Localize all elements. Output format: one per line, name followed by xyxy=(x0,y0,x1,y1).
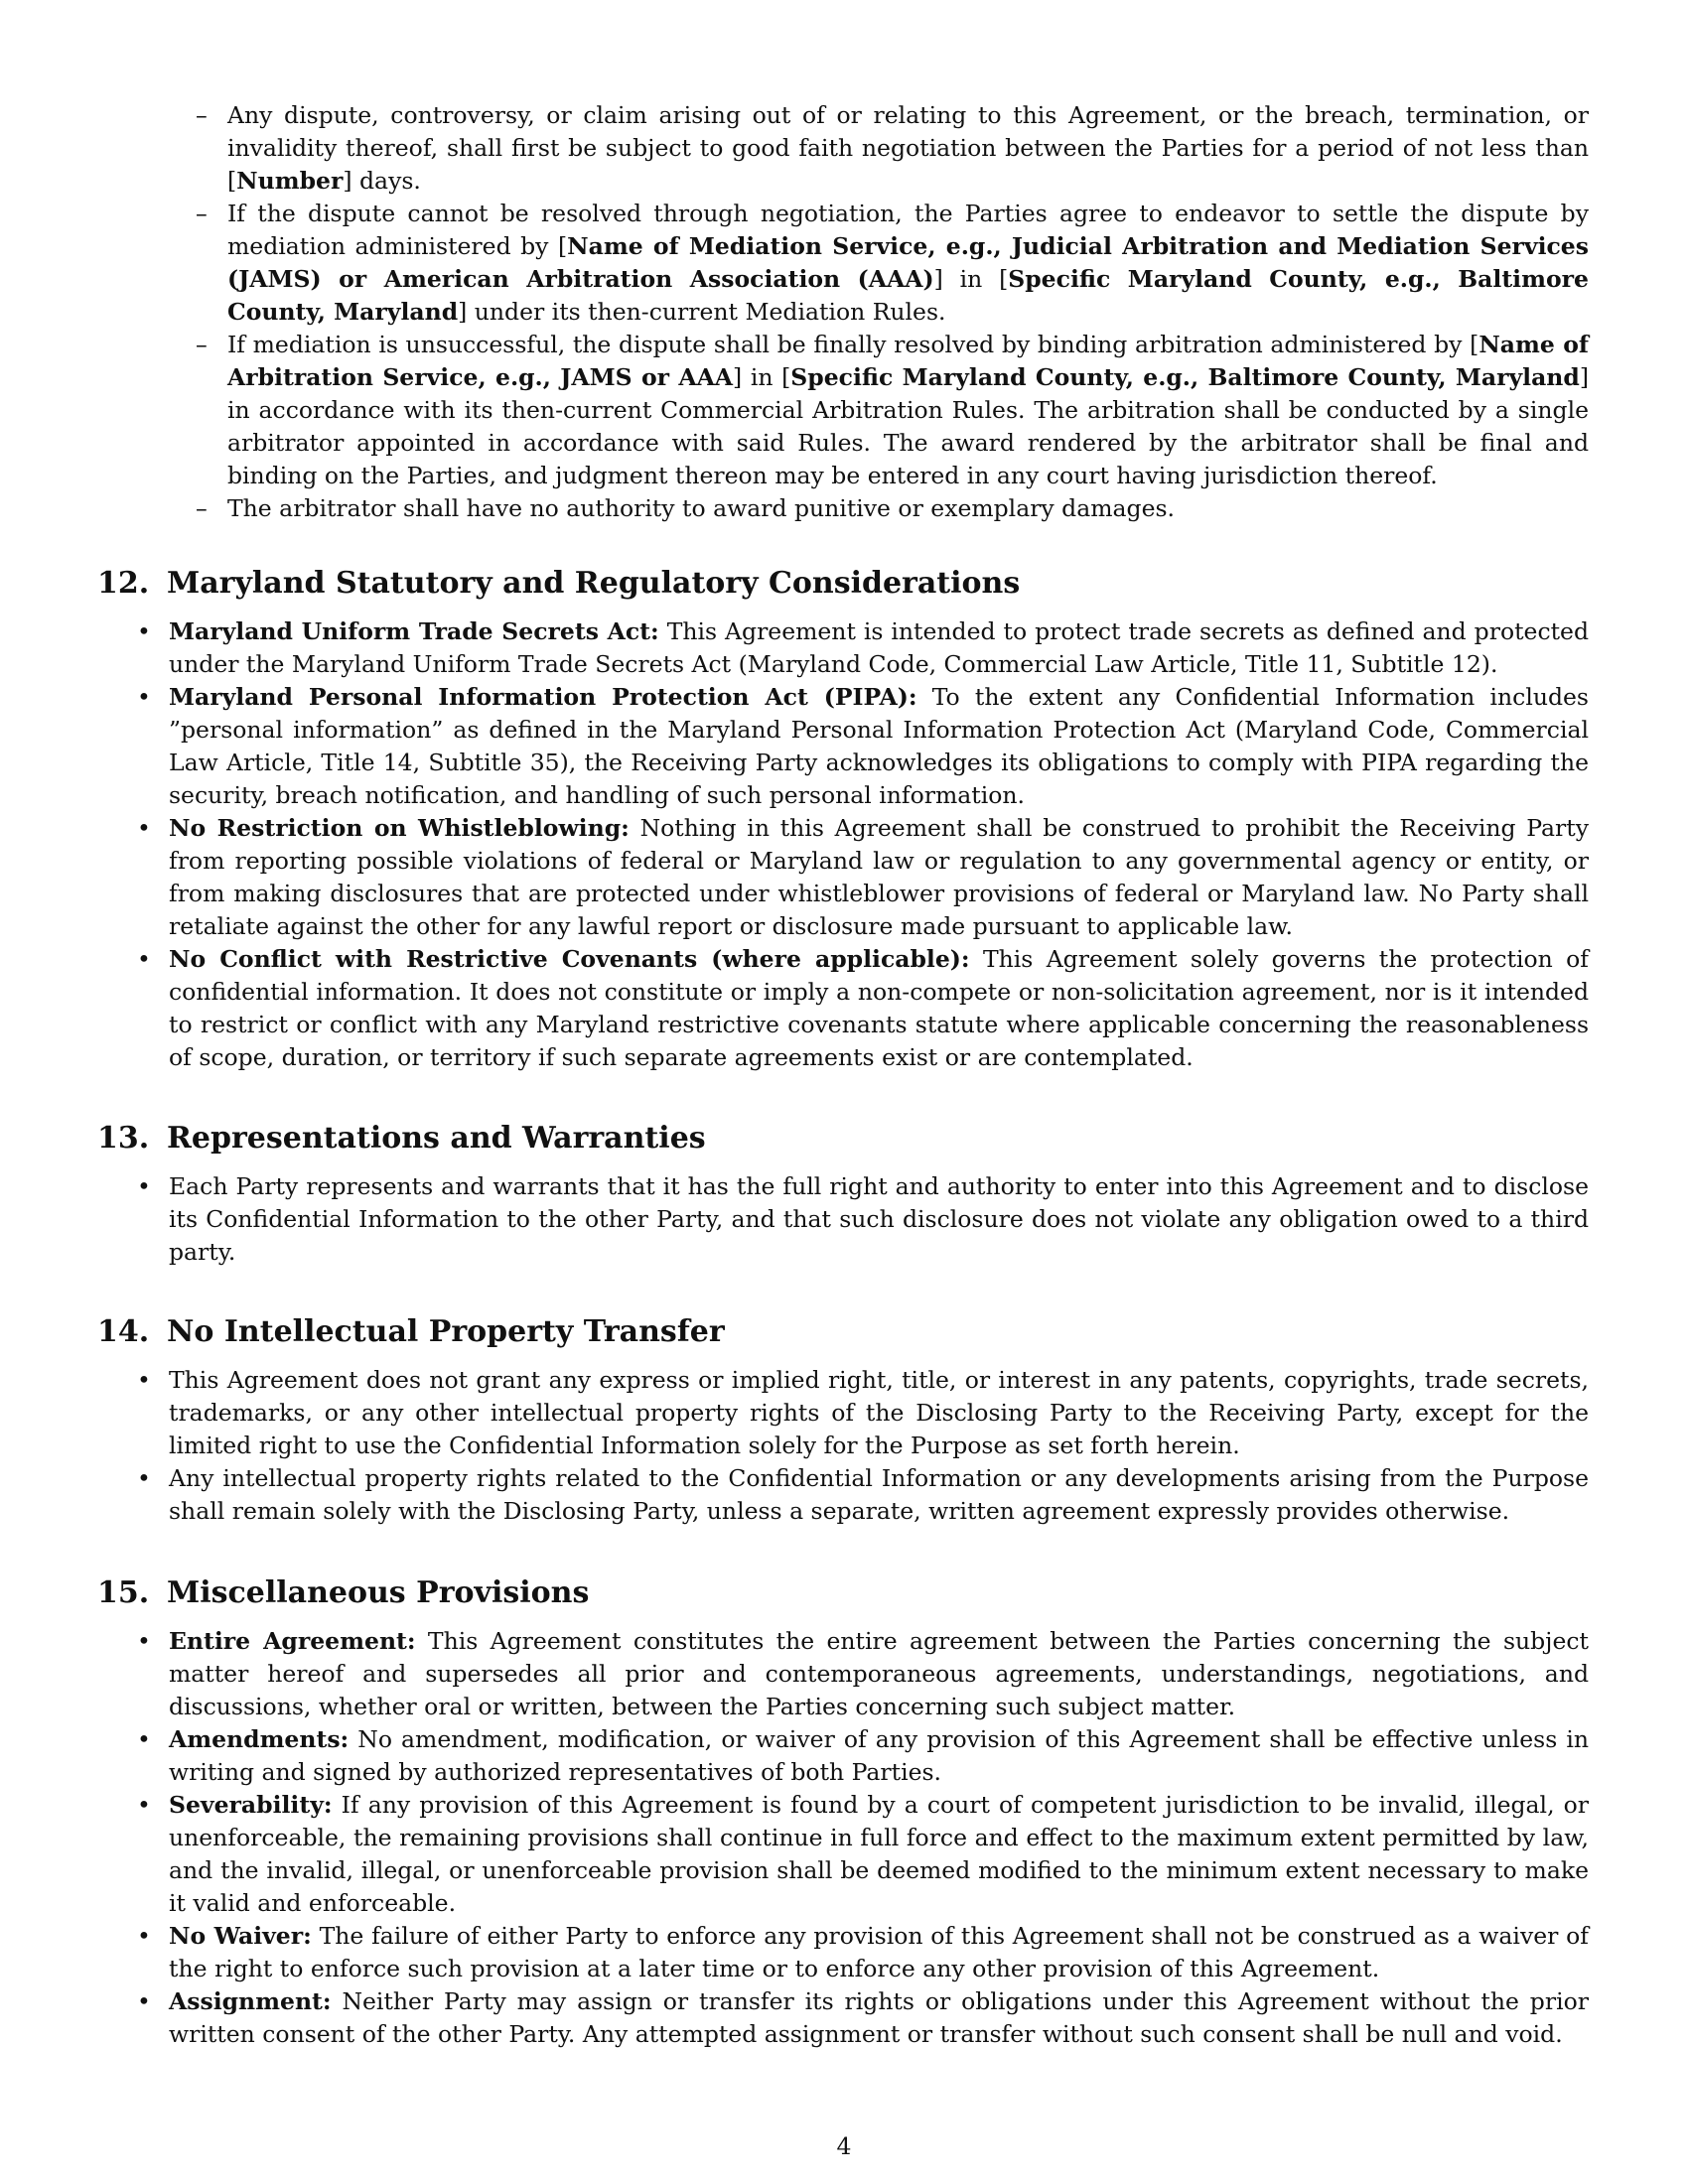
section-number: 15. xyxy=(97,1575,150,1610)
list-item: • This Agreement does not grant any express or implied right, title, or interest in any patents, copyrights, trade secrets, trademarks, or any other intellectual property rights of the Disclosing Party to the Receiving Party, except for the limited right to use the Confidential Information solely for the Purpose as set forth herein. xyxy=(137,1366,1589,1459)
dash-marker: – xyxy=(196,331,208,358)
bullet-marker: • xyxy=(137,1464,151,1492)
dispute-resolution-list xyxy=(191,99,1589,525)
bullet-marker: • xyxy=(137,1627,151,1655)
dash-marker: – xyxy=(196,200,208,227)
list-item: • Entire Agreement: This Agreement constitutes the entire agreement between the Parties concerning the subject matter hereof and supersedes all prior and contemporaneous agreements, understandings, negotiations, and discussions, whether oral or written, between the Parties concerning such subject matter. xyxy=(137,1627,1589,1720)
bullet-marker: • xyxy=(137,1172,151,1200)
section-heading xyxy=(97,564,1589,604)
bullet-marker: • xyxy=(137,1987,151,2015)
section-title: Maryland Statutory and Regulatory Considerations xyxy=(167,566,1021,601)
section-heading xyxy=(97,1312,1589,1352)
list-item: – The arbitrator shall have no authority to award punitive or exemplary damages. xyxy=(191,492,1589,525)
list-item: • Assignment: Neither Party may assign or transfer its rights or obligations under this Agreement without the prior written consent of the other Party. Any attempted assignment or transfer without such consent shall be null and void. xyxy=(137,1987,1589,2048)
section-14 xyxy=(97,1312,1589,1528)
list-item: • Maryland Personal Information Protection Act (PIPA): To the extent any Confidential Information includes ”personal information” as defined in the Maryland Personal Information Protection Act (Maryland Code, Commercial Law Article, Title 14, Subtitle 35), the Receiving Party acknowledges its obligations to comply with PIPA regarding the security, breach notification, and handling of such personal information. xyxy=(137,683,1589,809)
list-item: • No Waiver: The failure of either Party to enforce any provision of this Agreement shall not be construed as a waiver of the right to enforce such provision at a later time or to enforce any other provision of this Agreement. xyxy=(137,1922,1589,1982)
section-number: 13. xyxy=(97,1121,150,1156)
section-12 xyxy=(97,564,1589,1074)
list-item: • No Conflict with Restrictive Covenants (where applicable): This Agreement solely governs the protection of confidential information. It does not constitute or imply a non-compete or non-solicitation agreement, nor is it intended to restrict or conflict with any Maryland restrictive covenants statute where applicable concerning the reasonableness of scope, duration, or territory if such separate agreements exist or are contemplated. xyxy=(137,945,1590,1071)
bullet-marker: • xyxy=(137,945,151,973)
bullet-marker: • xyxy=(137,1791,151,1819)
list-item: • Severability: If any provision of this Agreement is found by a court of competent jurisdiction to be invalid, illegal, or unenforceable, the remaining provisions shall continue in full force and effect to the maximum extent permitted by law, and the invalid, illegal, or unenforceable provision shall be deemed modified to the minimum extent necessary to make it valid and enforceable. xyxy=(137,1791,1589,1917)
section-number: 14. xyxy=(97,1314,150,1349)
list-item: • Each Party represents and warrants that it has the full right and authority to enter into this Agreement and to disclose its Confidential Information to the other Party, and that such disclosure does not violate any obligation owed to a third party. xyxy=(137,1172,1589,1266)
list-item: – If mediation is unsuccessful, the dispute shall be finally resolved by binding arbitration administered by [Name of Arbitration Service, e.g., JAMS or AAA] in [Specific Maryland County, e.g., Baltimore County, Maryland] in accordance with its then-current Commercial Arbitration Rules. The arbitration shall be conducted by a single arbitrator appointed in accordance with said Rules. The award rendered by the arbitrator shall be final and binding on the Parties, and judgment thereon may be entered in any court having jurisdiction thereof. xyxy=(196,331,1589,489)
section-heading xyxy=(97,1119,1589,1159)
list-item: • Maryland Uniform Trade Secrets Act: This Agreement is intended to protect trade secrets as defined and protected under the Maryland Uniform Trade Secrets Act (Maryland Code, Commercial Law Article, Title 11, Subtitle 12). xyxy=(137,617,1590,678)
section-title: Miscellaneous Provisions xyxy=(167,1575,590,1610)
section-title: Representations and Warranties xyxy=(167,1121,706,1156)
section-13 xyxy=(97,1119,1589,1269)
bullet-marker: • xyxy=(137,1725,151,1753)
bullet-marker: • xyxy=(137,814,151,842)
bullet-marker: • xyxy=(137,617,151,645)
section-heading xyxy=(97,1573,1589,1613)
bullet-marker: • xyxy=(137,1366,151,1394)
list-item: • Any intellectual property rights related to the Confidential Information or any developments arising from the Purpose shall remain solely with the Disclosing Party, unless a separate, written agreement expressly provides otherwise. xyxy=(137,1464,1589,1525)
page-number: 4 xyxy=(836,2132,852,2160)
list-item: – If the dispute cannot be resolved through negotiation, the Parties agree to endeavor to settle the dispute by mediation administered by [Name of Mediation Service, e.g., Judicial Arbitration and Mediation Services (JAMS) or American Arbitration Association (AAA)] in [Specific Maryland County, e.g., Baltimore County, Maryland] under its then-current Mediation Rules. xyxy=(196,200,1589,326)
section-15 xyxy=(97,1573,1589,2051)
dash-marker: – xyxy=(196,494,208,522)
list-item: – Any dispute, controversy, or claim arising out of or relating to this Agreement, or the breach, termination, or invalidity thereof, shall first be subject to good faith negotiation between the Parties for a period of not less than [Number] days. xyxy=(196,101,1589,195)
dash-marker: – xyxy=(196,101,208,129)
list-item: • No Restriction on Whistleblowing: Nothing in this Agreement shall be construed to prohibit the Receiving Party from reporting possible violations of federal or Maryland law or regulation to any governmental agency or entity, or from making disclosures that are protected under whistleblower provisions of federal or Maryland law. No Party shall retaliate against the other for any lawful report or disclosure made pursuant to applicable law. xyxy=(137,814,1590,940)
list-item: • Amendments: No amendment, modification, or waiver of any provision of this Agreement shall be effective unless in writing and signed by authorized representatives of both Parties. xyxy=(137,1725,1589,1786)
bullet-marker: • xyxy=(137,1922,151,1950)
section-number: 12. xyxy=(97,566,150,601)
section-title: No Intellectual Property Transfer xyxy=(167,1314,725,1349)
bullet-marker: • xyxy=(137,683,151,711)
